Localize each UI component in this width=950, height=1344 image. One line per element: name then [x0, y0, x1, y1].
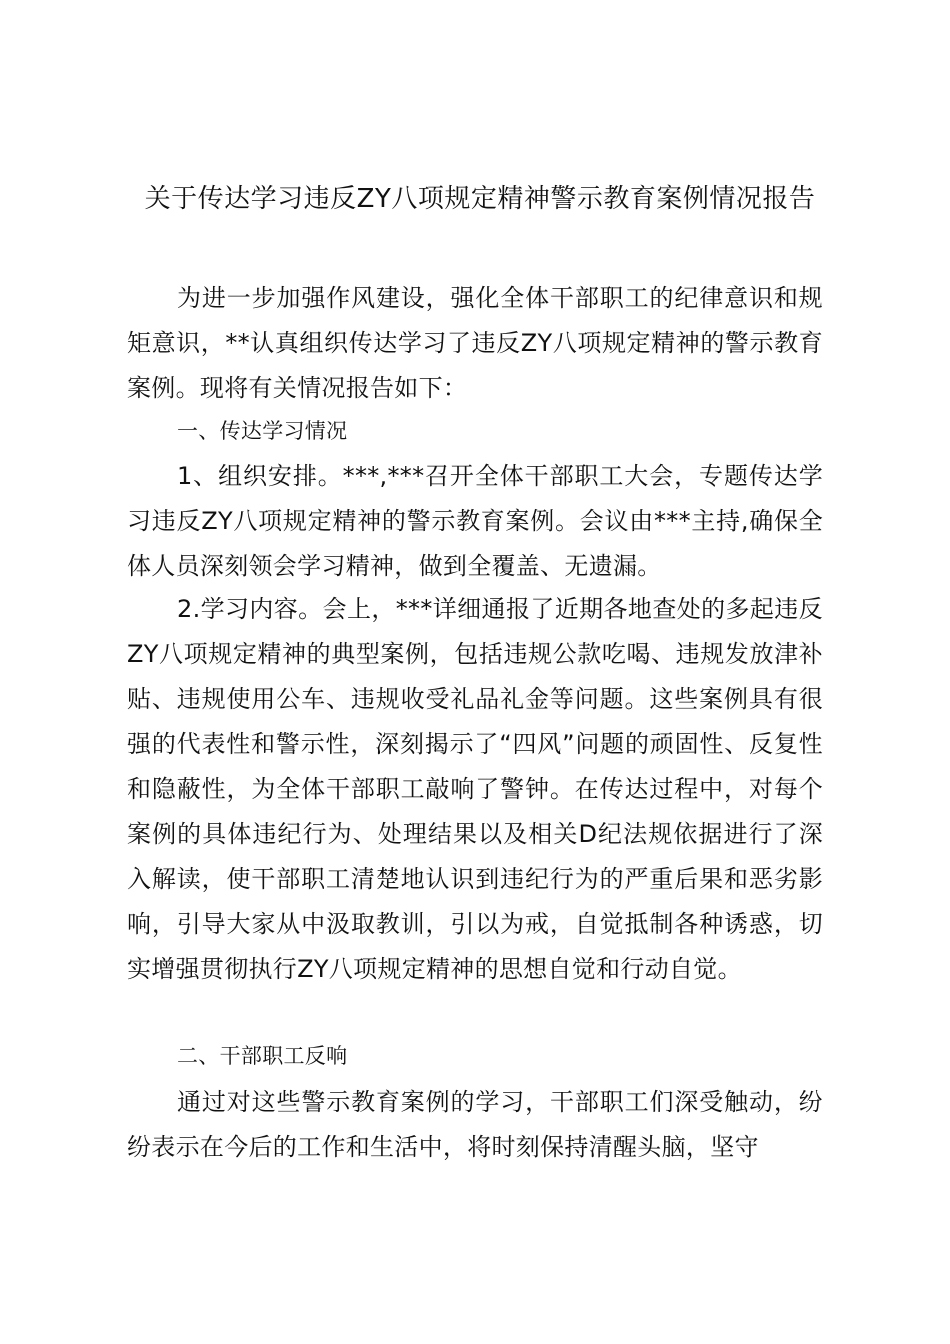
item-2-paragraph: 2.学习内容。会上，***详细通报了近期各地查处的多起违反ZY八项规定精神的典型案例，包括违规公款吃喝、违规发放津补贴、违规使用公车、违规收受礼品礼金等问题。这些案例具有很强的代表性和警示性，深刻揭示了“四风”问题的顽固性、反复性和隐蔽性，为全体干部职工敲响了警钟。在传达过程中，对每个案例的具体违纪行为、处理结果以及相关D纪法规依据进行了深入解读，使干部职工清楚地认识到违纪行为的严重后果和恶劣影响，引导大家从中汲取教训，引以为戒，自觉抵制各种诱惑，切实增强贯彻执行ZY八项规定精神的思想自觉和行动自觉。 — [127, 595, 823, 983]
document-title: 关于传达学习违反ZY八项规定精神警示教育案例情况报告 — [144, 184, 816, 214]
intro-paragraph: 为进一步加强作风建设，强化全体干部职工的纪律意识和规矩意识，**认真组织传达学习了违反ZY八项规定精神的警示教育案例。现将有关情况报告如下： — [127, 284, 823, 402]
section-heading-2: 二、干部职工反响 — [177, 1044, 348, 1068]
item-1-paragraph: 1、组织安排。***,***召开全体干部职工大会，专题传达学习违反ZY八项规定精神的警示教育案例。会议由***主持,确保全体人员深刻领会学习精神，做到全覆盖、无遗漏。 — [127, 462, 823, 580]
section-2-paragraph: 通过对这些警示教育案例的学习，干部职工们深受触动，纷纷表示在今后的工作和生活中，将时刻保持清醒头脑，坚守 — [127, 1088, 823, 1161]
section-heading-1: 一、传达学习情况 — [177, 419, 348, 443]
